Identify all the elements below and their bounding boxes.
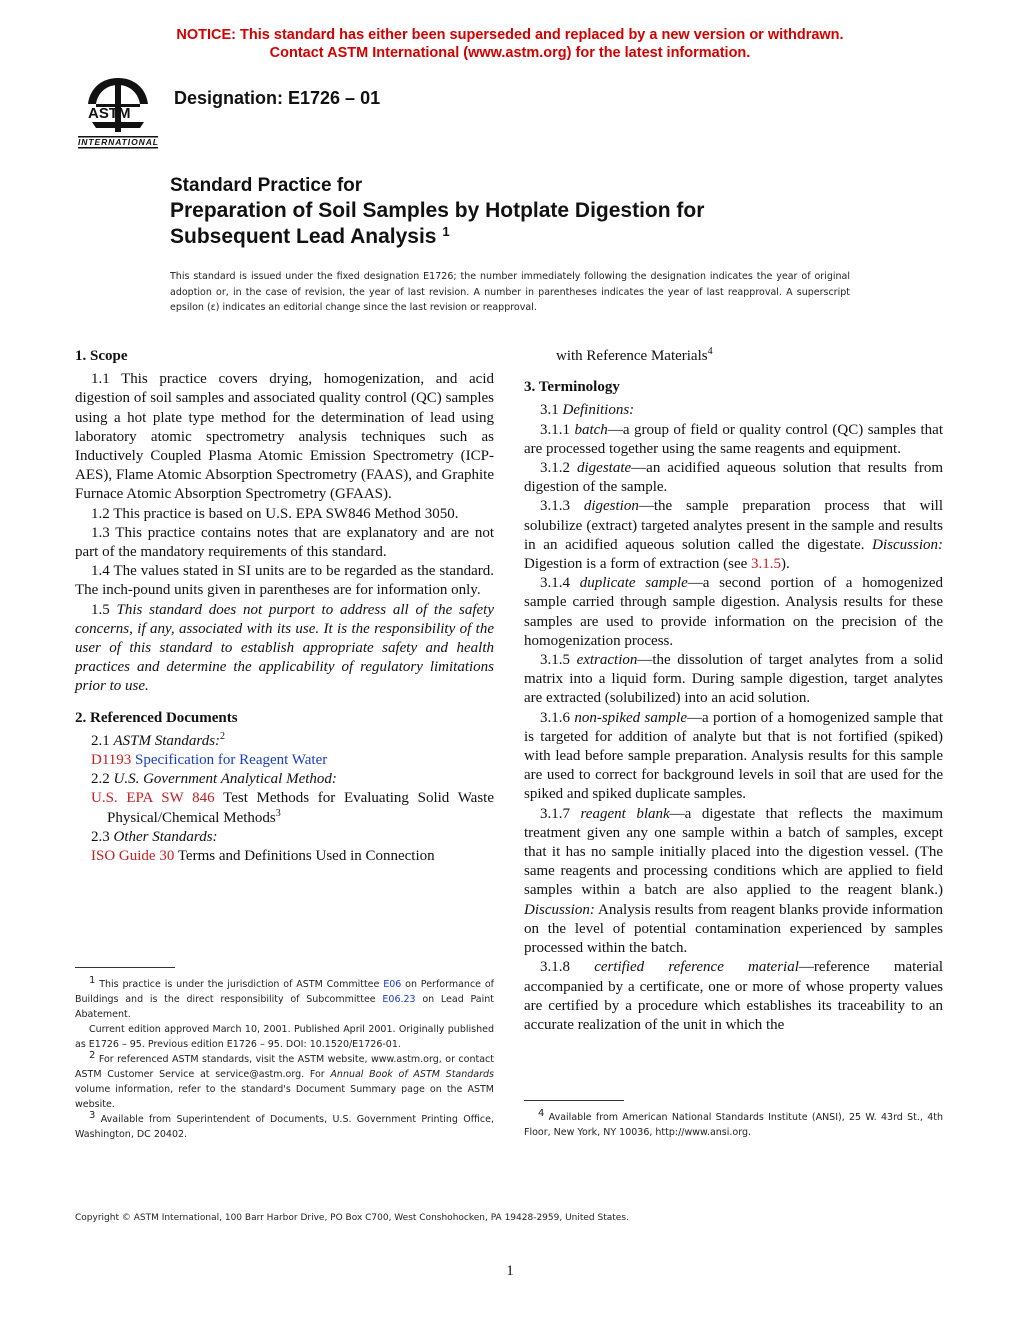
ref-2-2: 2.2 U.S. Government Analytical Method: xyxy=(91,771,337,788)
def-digestion: 3.1.3 digestion—the sample preparation process that will solubilize (extract) targeted analytes present in the sample and results in an acidified aqueous solution called the digestate. Discussion: Digestion is a form of extraction (see 3.1.5). xyxy=(524,498,943,573)
def-reagent-blank: 3.1.7 reagent blank—a digestate that reflects the maximum treatment given any one sample within a batch of samples, except that it has no sample initially placed into the digestion vessel. (The same reagents and processing conditions which are applied to field samples within a batch are also applied to the reagent blank.) Discussion: Analysis results from reagent blanks provide information on the level of potential contamination experienced by samples processed within the batch. xyxy=(524,805,943,957)
logo-letters: ASTM xyxy=(88,105,131,122)
footnote-2: $^2$ For referenced ASTM standards, visit the ASTM website, www.astm.org, or contact ASTM Customer Service at service@astm.org. For Annual Book of ASTM Standards volume information, refer to the standard's Document Summary page on the ASTM website. xyxy=(75,1049,494,1110)
def-3-1: 3.1 Definitions: xyxy=(540,402,635,419)
page-number: 1 xyxy=(506,1263,514,1279)
footnote-rule-left xyxy=(75,967,175,968)
footnotes-left xyxy=(75,974,494,1142)
e06-23-link[interactable]: E06.23 xyxy=(382,994,416,1005)
referenced-docs-heading: 2. Referenced Documents xyxy=(75,709,238,726)
scope-1-3: 1.3 This practice contains notes that are explanatory and are not part of the mandatory requirements of this standard. xyxy=(75,524,494,561)
designation: Designation: E1726 – 01 xyxy=(174,88,381,108)
scope-1-2: 1.2 This practice is based on U.S. EPA SW846 Method 3050. xyxy=(91,505,459,522)
document-title xyxy=(170,174,704,250)
scope-heading: 1. Scope xyxy=(75,348,128,364)
def-digestate: 3.1.2 digestate—an acidified aqueous solution that results from digestion of the sample. xyxy=(524,460,944,496)
logo-international-text: INTERNATIONAL xyxy=(78,137,158,147)
scope-1-4: 1.4 The values stated in SI units are to be regarded as the standard. The inch-pound units given in parentheses are for information only. xyxy=(75,563,494,599)
astm-logo xyxy=(76,74,160,150)
ref-d1193 xyxy=(75,751,494,770)
ref-epa: U.S. EPA SW 846 Test Methods for Evaluating Solid Waste Physical/Chemical Methods$^3$ xyxy=(91,790,494,826)
def-duplicate-sample: 3.1.4 duplicate sample—a second portion of a homogenized sample carried through sample digestion. Analysis results for these samples are used to provide information on the precision of the homogenization process. xyxy=(524,575,943,649)
ref-3-1-5-link[interactable]: 3.1.5 xyxy=(751,556,782,573)
def-extraction: 3.1.5 extraction—the dissolution of target analytes from a solid matrix into a liquid form. During sample digestion, target analytes are extracted (solubilized) into an acid solution. xyxy=(524,652,943,707)
d1193-link[interactable]: D1193 xyxy=(91,752,132,769)
epa-link[interactable]: U.S. EPA SW 846 xyxy=(91,790,215,807)
ref-2-1: 2.1 ASTM Standards:$^2$ xyxy=(91,730,226,749)
footnote-1-edition: Current edition approved March 10, 2001. Published April 2001. Originally published as E1726 – 95. Previous edition E1726 – 95. DOI: 10.1520/E1726-01. xyxy=(75,1024,494,1050)
ref-2-3: 2.3 Other Standards: xyxy=(91,828,218,845)
scope-1-1: 1.1 This practice covers drying, homogenization, and acid digestion of soil samples and associated quality control (QC) samples using a hot plate type method for the determination of lead using laboratory atomic spectrometry analysis techniques such as Inductively Coupled Plasma Atomic Emission Spectrometry (ICP-AES), Flame Atomic Absorption Spectrometry (FAAS), and Graphite Furnace Atomic Absorption Spectrometry (GFAAS). xyxy=(75,371,494,503)
footnote-1: $^1$ This practice is under the jurisdiction of ASTM Committee E06 on Performance of Buildings and is the direct responsibility of Subcommittee E06.23 on Lead Paint Abatement. xyxy=(75,974,494,1020)
terminology-heading: 3. Terminology xyxy=(524,379,620,396)
title-line-3: Subsequent Lead Analysis xyxy=(170,225,437,248)
notice-line-2: Contact ASTM International (www.astm.org) for the latest information. xyxy=(269,45,751,61)
left-column xyxy=(75,347,494,866)
right-column xyxy=(524,347,943,1035)
title-footnote-mark: 1 xyxy=(442,224,450,239)
notice-line-1: NOTICE: This standard has either been superseded and replaced by a new version or withdrawn. xyxy=(176,27,844,43)
title-line-2: Preparation of Soil Samples by Hotplate Digestion for xyxy=(170,199,705,222)
def-batch: 3.1.1 batch—a group of field or quality control (QC) samples that are processed together using the same reagents and equipment. xyxy=(524,421,943,457)
copyright-line: Copyright © ASTM International, 100 Barr Harbor Drive, PO Box C700, West Conshohocken, PA 19428-2959, United States. xyxy=(75,1213,629,1223)
footnote-3: $^3$ Available from Superintendent of Documents, U.S. Government Printing Office, Washington, DC 20402. xyxy=(75,1109,494,1140)
def-non-spiked-sample: 3.1.6 non-spiked sample—a portion of a homogenized sample that is targeted for addition of analyte but that is not fortified (spiked) with lead before sample preparation. Analysis results for this sample are used to correct for background levels in soil that are used for the spiked and spiked duplicate samples. xyxy=(524,709,943,803)
def-certified-reference-material: 3.1.8 certified reference material—reference material accompanied by a certificate, one or more of whose property values are certified by a procedure which establishes its traceability to an accurate realization of the unit in which the xyxy=(524,959,943,1033)
d1193-title-link[interactable]: Specification for Reagent Water xyxy=(135,752,328,769)
footnote-rule-right xyxy=(524,1100,624,1101)
footnote-4: $^4$ Available from American National Standards Institute (ANSI), 25 W. 43rd St., 4th Floor, New York, NY 10036, http://www.ansi.org. xyxy=(524,1107,943,1138)
footnotes-right xyxy=(524,1107,943,1140)
iso-continuation: with Reference Materials$^4$ xyxy=(556,346,713,364)
title-line-1: Standard Practice for xyxy=(170,175,363,196)
intro-paragraph: This standard is issued under the fixed designation E1726; the number immediately following the designation indicates the year of original adoption or, in the case of revision, the year of last revision. A number in parentheses indicates the year of last reapproval. A superscript epsilon (ε) indicates an editorial change since the last revision or reapproval. xyxy=(170,271,850,313)
e06-link[interactable]: E06 xyxy=(383,979,402,990)
ref-iso: ISO Guide 30 Terms and Definitions Used in Connection xyxy=(91,848,435,865)
scope-1-5: 1.5 This standard does not purport to address all of the safety concerns, if any, associated with its use. It is the responsibility of the user of this standard to establish appropriate safety and health practices and determine the applicability of regulatory limitations prior to use. xyxy=(75,601,495,695)
notice-banner xyxy=(0,26,1020,62)
iso-link[interactable]: ISO Guide 30 xyxy=(91,848,175,865)
